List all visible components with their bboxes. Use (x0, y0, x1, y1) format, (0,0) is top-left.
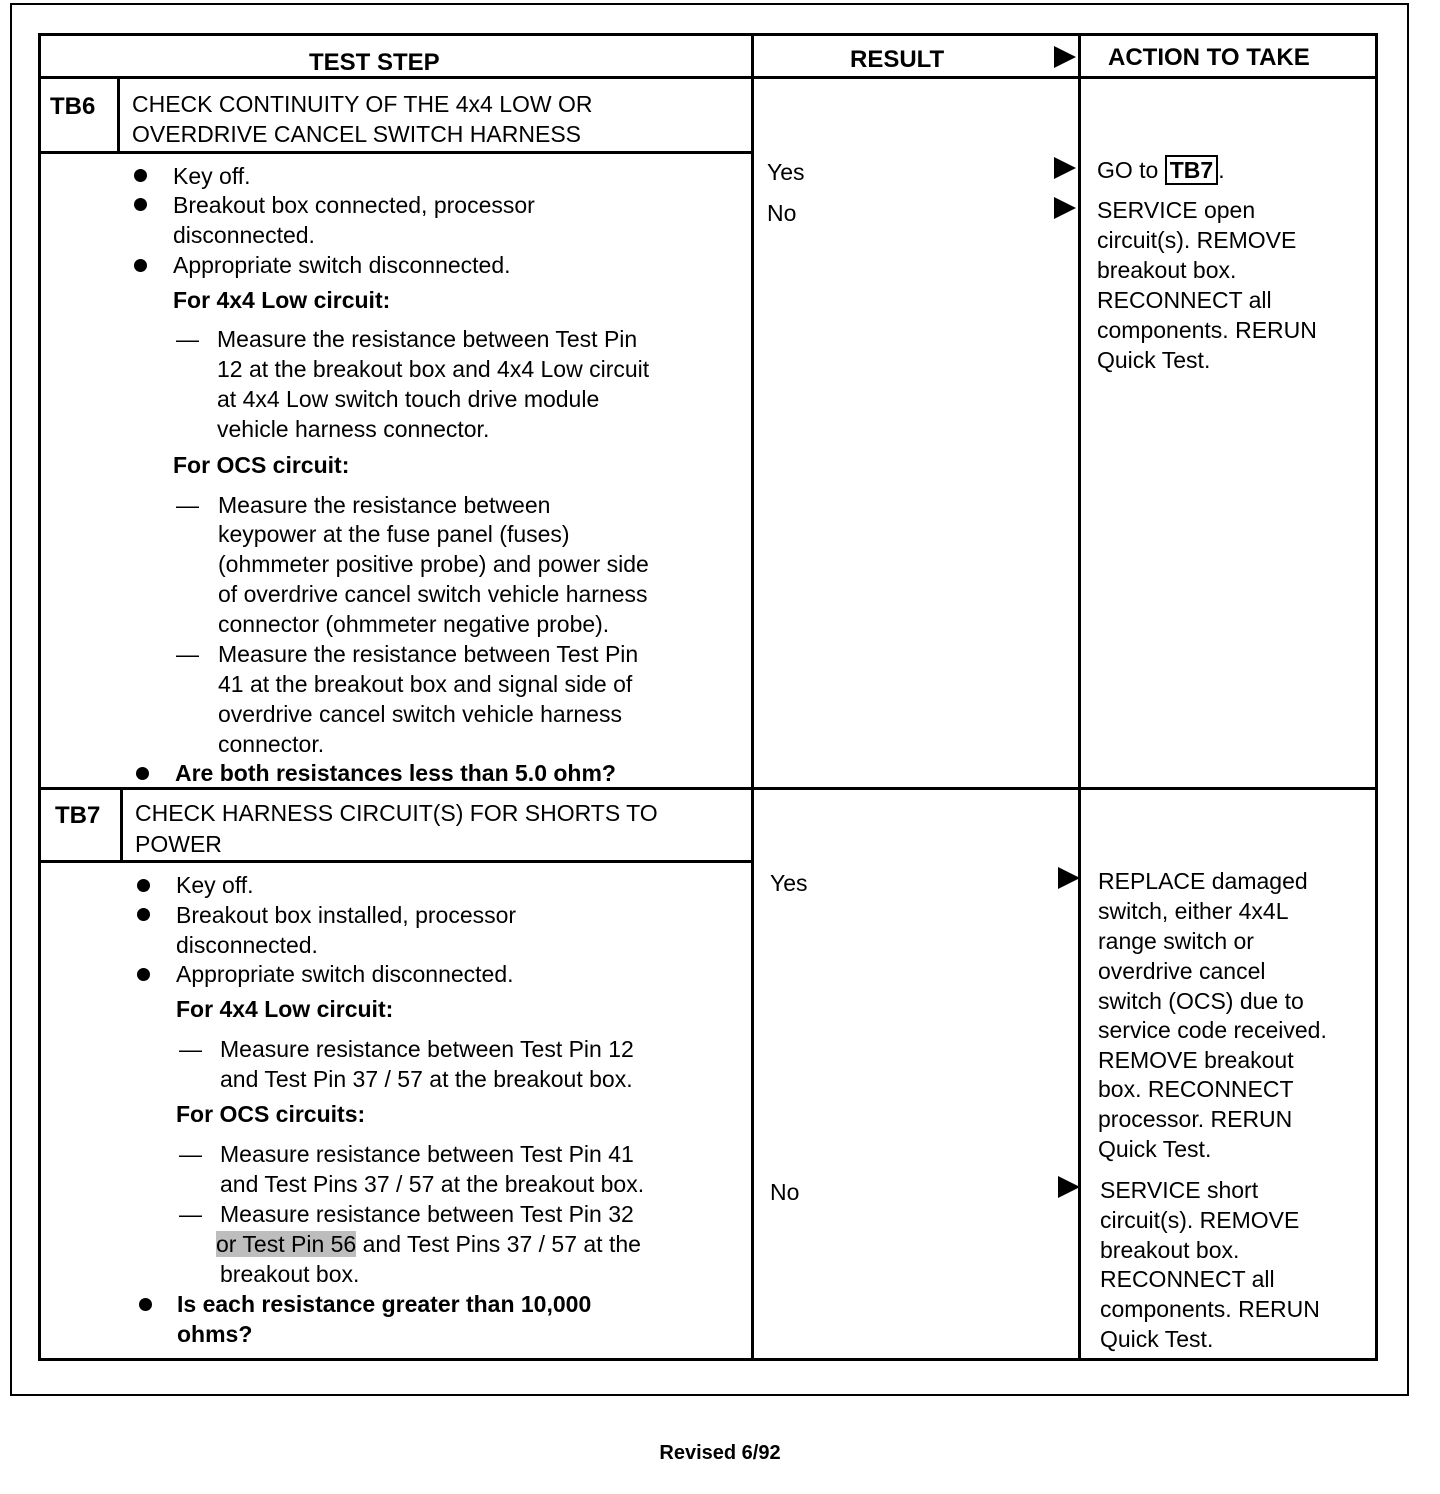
tb7-title-line2: POWER (135, 831, 222, 857)
tb7-dash3-line1: Measure resistance between Test Pin 32 (220, 1201, 634, 1227)
tb7-yes-action-line9: processor. RERUN (1098, 1106, 1293, 1132)
dash-icon: — (176, 641, 199, 667)
tb7-yes-action-line3: range switch or (1098, 928, 1254, 954)
tb6-dash3-line4: connector. (218, 731, 325, 757)
tb7-id: TB7 (55, 802, 101, 829)
bullet-icon (137, 879, 150, 892)
tb7-question-line1: Is each resistance greater than 10,000 (177, 1291, 592, 1317)
tb6-dash3-line1: Measure the resistance between Test Pin (218, 641, 639, 667)
header-test-step: TEST STEP (309, 49, 440, 76)
bullet-icon (134, 198, 147, 211)
tb7-bullet-3: Appropriate switch disconnected. (176, 961, 514, 987)
bullet-icon (137, 968, 150, 981)
tb6-no-action-line5: components. RERUN (1097, 317, 1317, 343)
dash-icon: — (176, 492, 199, 518)
dash-icon: — (179, 1201, 202, 1227)
bullet-icon (134, 169, 147, 182)
tb6-dash2-line4: of overdrive cancel switch vehicle harness (218, 581, 648, 607)
tb6-title-line1: CHECK CONTINUITY OF THE 4x4 LOW OR (132, 91, 593, 117)
tb7-bullet-1: Key off. (176, 872, 254, 898)
header-divider (38, 76, 1378, 79)
tb6-no-action-line4: RECONNECT all (1097, 287, 1272, 313)
dash-icon: — (176, 326, 199, 352)
tb7-dash3-highlight: or Test Pin 56 (216, 1231, 357, 1257)
tb7-dash2-line1: Measure resistance between Test Pin 41 (220, 1141, 634, 1167)
tb7-question-line2: ohms? (177, 1321, 253, 1347)
tb7-yes-action-line7: REMOVE breakout (1098, 1047, 1294, 1073)
tb6-no-action-line6: Quick Test. (1097, 347, 1211, 373)
tb7-dash1-line1: Measure resistance between Test Pin 12 (220, 1036, 634, 1062)
tb7-no-action-line1: SERVICE short (1100, 1177, 1259, 1203)
tb7-no-action-line5: components. RERUN (1100, 1296, 1320, 1322)
tb6-question: Are both resistances less than 5.0 ohm? (175, 760, 616, 786)
tb6-dash2-line5: connector (ohmmeter negative probe). (218, 611, 610, 637)
tb7-title-line1: CHECK HARNESS CIRCUIT(S) FOR SHORTS TO (135, 800, 658, 826)
tb7-result-yes: Yes (770, 870, 808, 896)
tb6-dash3-line2: 41 at the breakout box and signal side of (218, 671, 633, 697)
tb6-dash2-line3: (ohmmeter positive probe) and power side (218, 551, 649, 577)
tb6-bullet-2-line2: disconnected. (173, 222, 315, 248)
tb6-result-no: No (767, 200, 797, 226)
tb6-dash3-line3: overdrive cancel switch vehicle harness (218, 701, 622, 727)
tb6-title-line2: OVERDRIVE CANCEL SWITCH HARNESS (132, 121, 581, 147)
tb7-no-action-line3: breakout box. (1100, 1237, 1240, 1263)
tb6-no-action-line2: circuit(s). REMOVE (1097, 227, 1297, 253)
tb6-dash2-line1: Measure the resistance between (218, 492, 551, 518)
tb7-yes-action-line5: switch (OCS) due to (1098, 988, 1304, 1014)
tb6-yes-action (1097, 155, 1225, 185)
tb6-dash2-line2: keypower at the fuse panel (fuses) (218, 521, 570, 547)
tb6-no-action-line1: SERVICE open (1097, 197, 1256, 223)
tb7-yes-action-line2: switch, either 4x4L (1098, 898, 1289, 924)
tb7-sub-4x4: For 4x4 Low circuit: (176, 996, 394, 1022)
arrow-right-icon (1058, 1176, 1080, 1198)
tb7-result-no: No (770, 1179, 800, 1205)
tb6-dash1-line4: vehicle harness connector. (217, 416, 490, 442)
tb7-bullet-2-line1: Breakout box installed, processor (176, 902, 517, 928)
arrow-right-icon (1054, 197, 1076, 219)
dash-icon: — (179, 1141, 202, 1167)
tb6-dash1-line1: Measure the resistance between Test Pin (217, 326, 638, 352)
bullet-icon (134, 259, 147, 272)
dash-icon: — (179, 1036, 202, 1062)
tb6-yes-action-prefix: GO to (1097, 157, 1159, 183)
bullet-icon (137, 908, 150, 921)
tb6-dash1-line2: 12 at the breakout box and 4x4 Low circuit (217, 356, 650, 382)
bullet-icon (136, 767, 149, 780)
tb7-title-divider (38, 860, 754, 863)
tb7-sub-ocs: For OCS circuits: (176, 1101, 366, 1127)
tb7-yes-action-line6: service code received. (1098, 1017, 1327, 1043)
tb7-no-action-line4: RECONNECT all (1100, 1266, 1275, 1292)
tb6-yes-action-suffix: . (1218, 157, 1225, 183)
tb7-yes-action-line1: REPLACE damaged (1098, 868, 1308, 894)
tb7-dash1-line2: and Test Pin 37 / 57 at the breakout box. (220, 1066, 633, 1092)
tb7-yes-action-line8: box. RECONNECT (1098, 1076, 1294, 1102)
tb6-sub-4x4: For 4x4 Low circuit: (173, 287, 391, 313)
col-divider-action (1078, 33, 1081, 1361)
tb6-no-action-line3: breakout box. (1097, 257, 1237, 283)
tb7-bullet-2-line2: disconnected. (176, 932, 318, 958)
tb6-title-divider (38, 151, 754, 154)
tb7-no-action-line2: circuit(s). REMOVE (1100, 1207, 1300, 1233)
tb7-dash2-line2: and Test Pins 37 / 57 at the breakout box. (220, 1171, 645, 1197)
tb6-dash1-line3: at 4x4 Low switch touch drive module (217, 386, 600, 412)
tb7-yes-action-line4: overdrive cancel (1098, 958, 1266, 984)
tb6-bullet-1: Key off. (173, 163, 251, 189)
arrow-right-icon (1054, 157, 1076, 179)
footer-revised: Revised 6/92 (659, 1442, 781, 1464)
tb6-sub-ocs: For OCS circuit: (173, 452, 350, 478)
tb6-id-divider (117, 79, 120, 153)
tb6-yes-action-ref: TB7 (1165, 155, 1218, 185)
header-result: RESULT (850, 46, 945, 73)
tb6-id: TB6 (50, 93, 96, 120)
tb7-dash3-line2 (216, 1229, 641, 1259)
tb7-dash3-line3: breakout box. (220, 1261, 360, 1287)
tb6-bullet-2-line1: Breakout box connected, processor (173, 192, 535, 218)
tb6-result-yes: Yes (767, 159, 805, 185)
bullet-icon (139, 1298, 152, 1311)
header-action: ACTION TO TAKE (1108, 44, 1310, 71)
tb7-dash3-line2-rest: and Test Pins 37 / 57 at the (356, 1231, 641, 1257)
tb7-id-divider (120, 790, 123, 862)
arrow-right-icon (1058, 867, 1080, 889)
col-divider-result (751, 33, 754, 1361)
tb7-yes-action-line10: Quick Test. (1098, 1136, 1212, 1162)
header-arrow-icon (1054, 46, 1076, 68)
tb7-no-action-line6: Quick Test. (1100, 1326, 1214, 1352)
tb6-bullet-3: Appropriate switch disconnected. (173, 252, 511, 278)
